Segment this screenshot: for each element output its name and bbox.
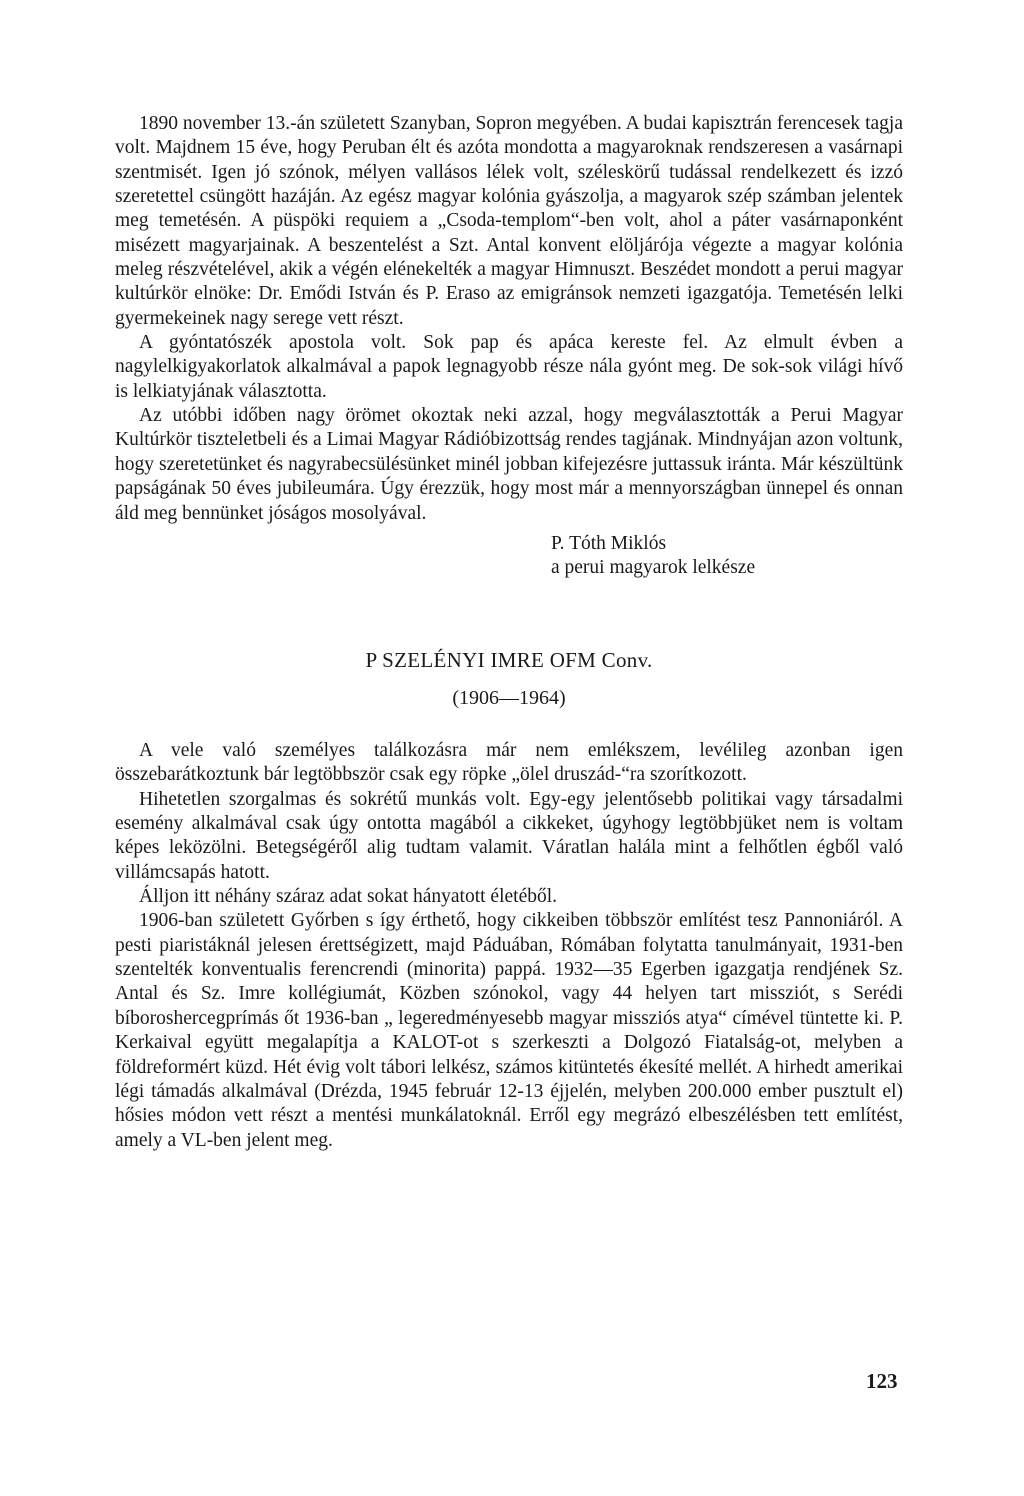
obituary-section-2	[115, 647, 903, 1153]
signature-name: P. Tóth Miklós	[551, 532, 667, 554]
page-body	[115, 112, 903, 1153]
obituary-section-1	[115, 112, 903, 581]
paragraph: A vele való személyes találkozásra már nem emlékszem, levélileg azonban igen összebarátkoztunk bár legtöbbször csak egy röpke „ölel druszád-“ra szorítkozott.	[115, 740, 903, 786]
section-title: P SZELÉNYI IMRE OFM Conv.	[365, 648, 653, 673]
paragraph: 1890 november 13.-án született Szanyban, Sopron megyében. A budai kapisztrán ferencesek tagja volt. Majdnem 15 éve, hogy Peruban élt és azóta mondotta a magyaroknak rendszeresen a vasárnapi szentmisét. Igen jó szónok, mélyen vallásos lélek volt, széleskörű tudással rendelkezett és izzó szeretettel csüngött hazáján. Az egész magyar kolónia gyászolja, a magyarok szép számban jelentek meg temetésén. A püspöki requiem a „Csoda-templom“-ben volt, ahol a páter vasárnaponként misézett magyarjainak. A beszentelést a Szt. Antal konvent elöljárója végezte a magyar kolónia meleg részvételével, akik a végén elénekelték a magyar Himnuszt. Beszédet mondott a perui magyar kultúrkör elnöke: Dr. Emődi István és P. Eraso az emigránsok nemzeti igazgatója. Temetésén lelki gyermekeinek nagy serege vett részt.	[115, 113, 903, 329]
paragraph: Az utóbbi időben nagy örömet okoztak neki azzal, hogy megválasztották a Perui Magyar Kultúrkör tiszteletbeli és a Limai Magyar Rádióbizottság rendes tagjának. Mindnyájan azon voltunk, hogy szeretetünket és nagyrabecsülésünket minél jobban kifejezésre juttassuk iránta. Már készültünk papságának 50 éves jubileumára. Úgy érezzük, hogy most már a mennyországban ünnepel és onnan áld meg bennünket jóságos mosolyával.	[115, 405, 903, 524]
paragraph: Hihetetlen szorgalmas és sokrétű munkás volt. Egy-egy jelentősebb politikai vagy társadalmi esemény alkalmával csak úgy ontotta magából a cikkeket, úgyhogy legtöbbjüket nem is voltam képes leközölni. Betegségéről alig tudtam valamit. Váratlan halála mint a felhőtlen égből való villámcsapás hatott.	[115, 788, 903, 883]
section-years: (1906—1964)	[452, 687, 566, 710]
paragraph: A gyóntatószék apostola volt. Sok pap és apáca kereste fel. Az elmult évben a nagylelkigyakorlatok alkalmával a papok legnagyobb része nála gyónt meg. De sok-sok világi hívő is lelkiatyjának választotta.	[115, 332, 903, 402]
paragraph: 1906-ban született Győrben s így érthető, hogy cikkeiben többször említést tesz Pannoniáról. A pesti piaristáknál jelesen érettségizett, majd Páduában, Rómában folytatta tanulmányait, 1931-ben szentelték konventualis ferencrendi (minorita) pappá. 1932—35 Egerben igazgatja rendjének Sz. Antal és Sz. Imre kollégiumát, Közben szónokol, vagy 44 helyen tart missziót, s Serédi bíboroshercegprímás őt 1936-ban „ legeredményesebb magyar missziós atya“ címével tüntette ki. P. Kerkaival együtt megalapítja a KALOT-ot s szerkeszti a Dolgozó Fiatalság-ot, melyben a földreformért küzd. Hét évig volt tábori lelkész, számos kitüntetés ékesíté mellét. A hirhedt amerikai légi támadás alkalmával (Drézda, 1945 február 12-13 éjjelén, melyben 200.000 ember pusztult el) hősies módon vett részt a mentési munkálatoknál. Erről egy megrázó elbeszélésben tett említést, amely a VL-ben jelent meg.	[115, 910, 903, 1151]
signature-block	[551, 532, 903, 581]
signature-role: a perui magyarok lelkésze	[551, 557, 756, 579]
page-number: 123	[866, 1369, 898, 1393]
paragraph: Álljon itt néhány száraz adat sokat hányatott életéből.	[139, 886, 558, 908]
